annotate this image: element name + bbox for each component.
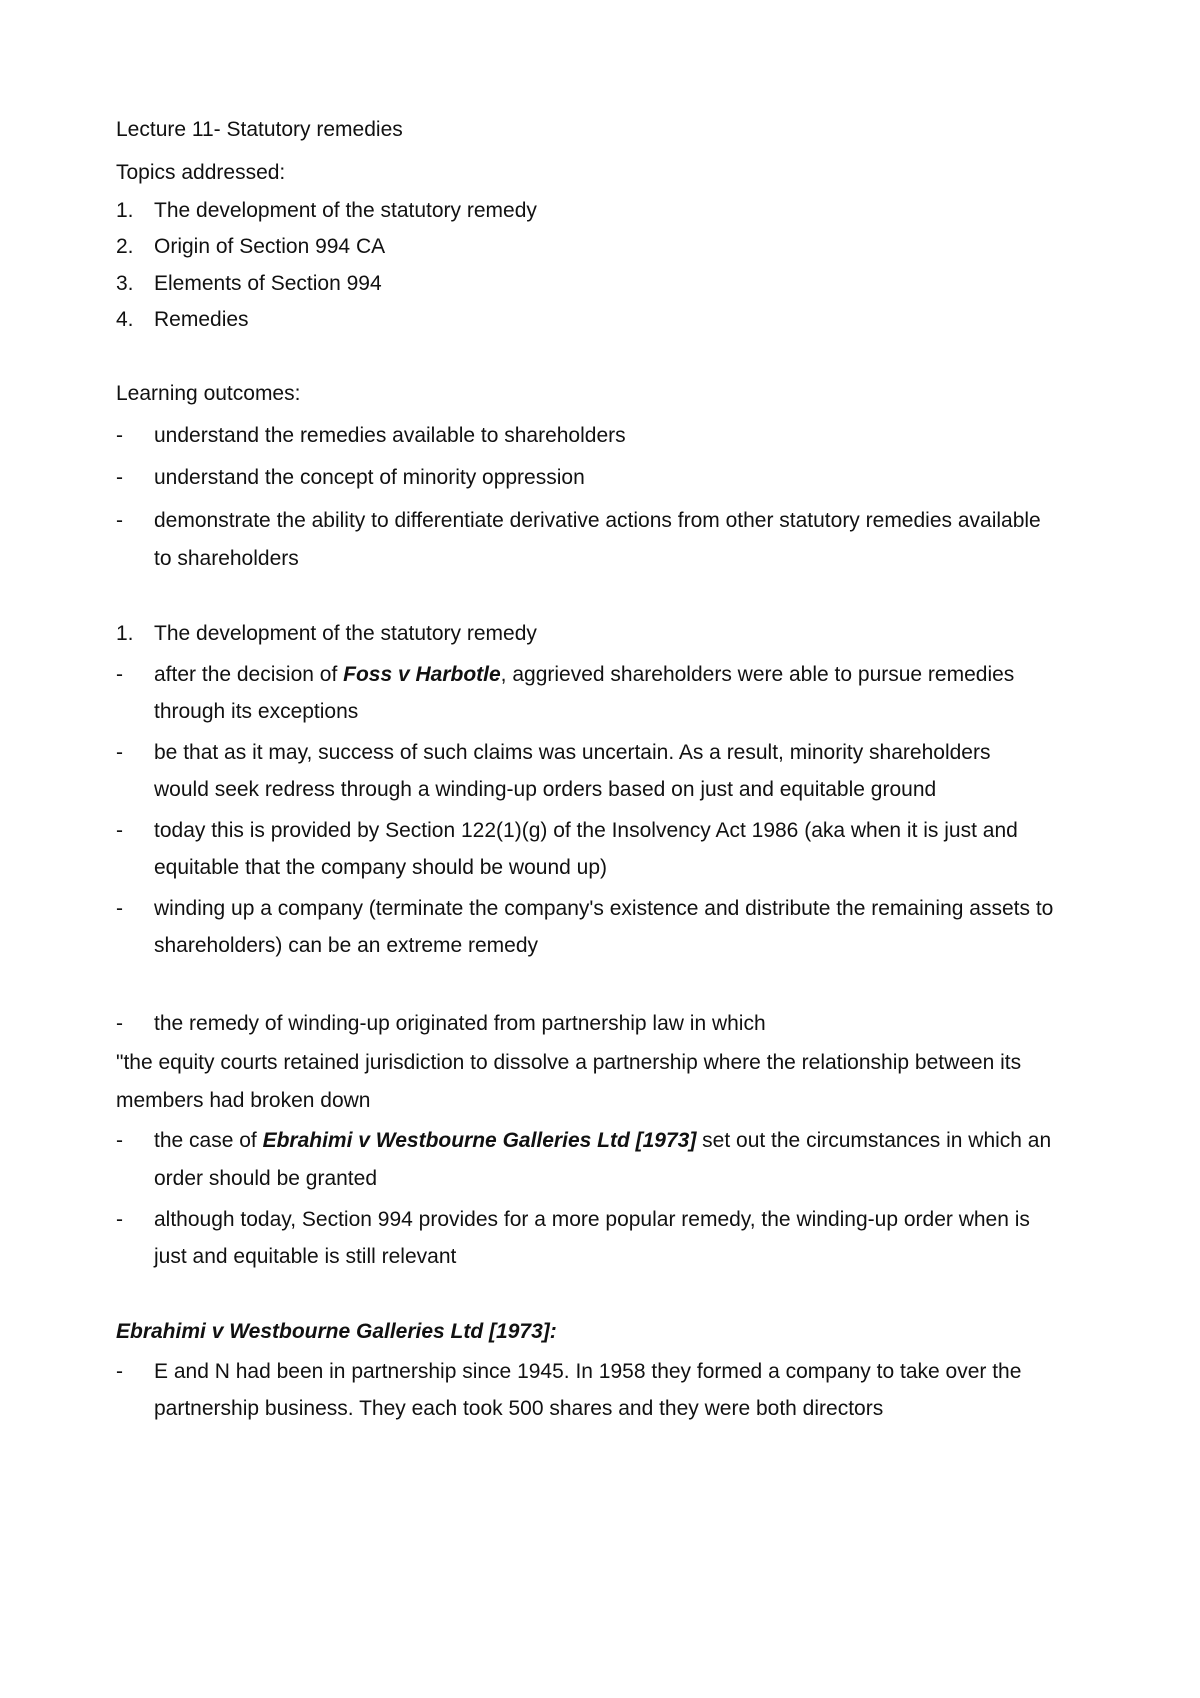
paragraph-continuation: partnership business. They each took 500 shares and they were both directors — [154, 1397, 884, 1420]
paragraph-continuation: equitable that the company should be wound up) — [154, 856, 607, 879]
outcome-continuation: to shareholders — [154, 547, 299, 570]
list-number: 4. — [116, 308, 134, 331]
case-citation: Foss v Harbotle — [343, 663, 501, 686]
outcomes-heading: Learning outcomes: — [116, 382, 301, 405]
paragraph-continuation: just and equitable is still relevant — [154, 1245, 457, 1268]
paragraph-continuation: shareholders) can be an extreme remedy — [154, 934, 539, 957]
topic-text: Remedies — [154, 308, 249, 331]
bullet-dash: - — [116, 466, 123, 489]
quote-line: "the equity courts retained jurisdiction to dissolve a partnership where the relationship between its — [116, 1051, 1022, 1074]
paragraph-text — [154, 1128, 1051, 1154]
outcome-text: understand the remedies available to shareholders — [154, 424, 626, 447]
case-citation: Ebrahimi v Westbourne Galleries Ltd [1973] — [262, 1129, 697, 1152]
paragraph-text: although today, Section 994 provides for a more popular remedy, the winding-up order when is — [154, 1208, 1030, 1231]
paragraph-text: E and N had been in partnership since 1945. In 1958 they formed a company to take over the — [154, 1360, 1022, 1383]
paragraph-text: the remedy of winding-up originated from partnership law in which — [154, 1012, 766, 1035]
paragraph-continuation: would seek redress through a winding-up orders based on just and equitable ground — [154, 778, 937, 801]
topic-text: The development of the statutory remedy — [154, 199, 537, 222]
quote-line: members had broken down — [116, 1089, 371, 1112]
list-number: 3. — [116, 272, 134, 295]
section-heading-text: The development of the statutory remedy — [154, 622, 537, 645]
paragraph-text — [154, 662, 1014, 688]
list-number: 1. — [116, 199, 134, 222]
outcome-text: demonstrate the ability to differentiate derivative actions from other statutory remedies available — [154, 509, 1041, 532]
paragraph-text: be that as it may, success of such claims was uncertain. As a result, minority shareholders — [154, 741, 991, 764]
text-run: set out the circumstances in which an — [696, 1129, 1052, 1152]
bullet-dash: - — [116, 1208, 123, 1231]
bullet-dash: - — [116, 819, 123, 842]
paragraph-text: today this is provided by Section 122(1)(g) of the Insolvency Act 1986 (aka when it is just and — [154, 819, 1018, 842]
bullet-dash: - — [116, 1129, 123, 1152]
bullet-dash: - — [116, 741, 123, 764]
bullet-dash: - — [116, 1360, 123, 1383]
bullet-dash: - — [116, 1012, 123, 1035]
bullet-dash: - — [116, 424, 123, 447]
bullet-dash: - — [116, 663, 123, 686]
bullet-dash: - — [116, 897, 123, 920]
text-run: after the decision of — [154, 663, 344, 686]
topic-text: Origin of Section 994 CA — [154, 235, 386, 258]
paragraph-continuation: through its exceptions — [154, 700, 359, 723]
page-title: Lecture 11- Statutory remedies — [116, 118, 403, 141]
case-heading: Ebrahimi v Westbourne Galleries Ltd [1973]: — [116, 1320, 557, 1343]
section-number: 1. — [116, 622, 134, 645]
list-number: 2. — [116, 235, 134, 258]
text-run: the case of — [154, 1129, 263, 1152]
text-run: , aggrieved shareholders were able to pursue remedies — [500, 663, 1015, 686]
topics-heading: Topics addressed: — [116, 161, 286, 184]
bullet-dash: - — [116, 509, 123, 532]
topic-text: Elements of Section 994 — [154, 272, 382, 295]
paragraph-continuation: order should be granted — [154, 1167, 377, 1190]
outcome-text: understand the concept of minority oppression — [154, 466, 585, 489]
paragraph-text: winding up a company (terminate the company's existence and distribute the remaining assets to — [154, 897, 1054, 920]
